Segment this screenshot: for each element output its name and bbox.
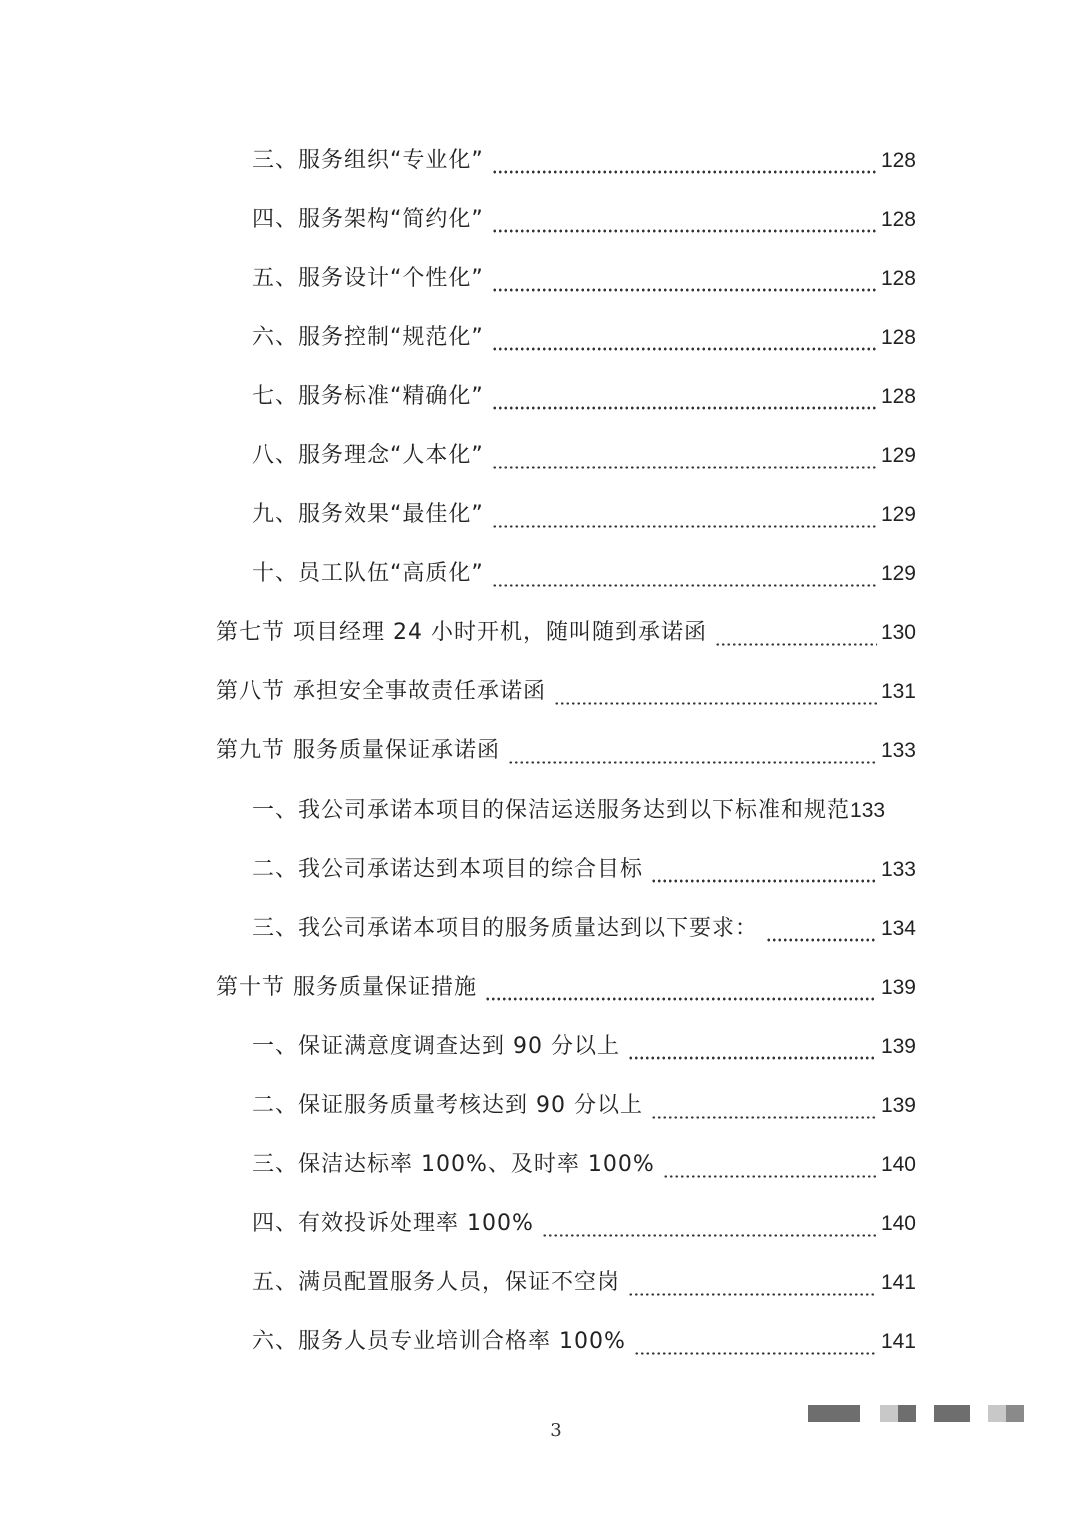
toc-dot-leader <box>492 391 877 411</box>
toc-entry-title: 五、服务设计“个性化” <box>252 265 484 291</box>
toc-entry-title: 一、我公司承诺本项目的保洁运送服务达到以下标准和规范 <box>252 797 851 823</box>
toc-entry[interactable] <box>0 781 952 840</box>
toc-entry-page: 129 <box>880 444 916 468</box>
toc-entry[interactable] <box>0 958 916 1017</box>
toc-entry[interactable] <box>0 1313 916 1372</box>
toc-entry-title: 八、服务理念“人本化” <box>252 443 484 469</box>
toc-entry-title: 七、服务标准“精确化” <box>252 383 484 409</box>
toc-dot-leader <box>628 1041 877 1061</box>
toc-entry[interactable] <box>0 1136 916 1195</box>
toc-entry-page: 131 <box>880 680 916 704</box>
toc-entry-page: 139 <box>880 1034 916 1058</box>
decor-block <box>1006 1405 1024 1422</box>
toc-entry-page: 140 <box>880 1153 916 1177</box>
toc-entry-title: 九、服务效果“最佳化” <box>252 502 484 528</box>
toc-entry-title: 第九节 服务质量保证承诺函 <box>216 738 500 764</box>
toc-entry[interactable] <box>0 1017 916 1076</box>
decor-block <box>898 1405 916 1422</box>
toc-entry[interactable] <box>0 1195 916 1254</box>
toc-entry[interactable] <box>0 1254 916 1313</box>
toc-entry[interactable] <box>0 486 916 545</box>
decor-block <box>880 1405 898 1422</box>
toc-dot-leader <box>485 982 877 1002</box>
toc-dot-leader <box>628 1277 877 1297</box>
toc-entry-title: 六、服务控制“规范化” <box>252 324 484 350</box>
toc-dot-leader <box>651 864 877 884</box>
toc-dot-leader <box>492 509 877 529</box>
toc-entry[interactable] <box>0 899 916 958</box>
toc-entry-page: 134 <box>880 916 916 940</box>
toc-entry-page: 139 <box>880 975 916 999</box>
toc-dot-leader <box>542 1218 877 1238</box>
toc-entry-page: 128 <box>880 207 916 231</box>
toc-entry[interactable] <box>0 249 916 308</box>
toc-entry[interactable] <box>0 1077 916 1136</box>
toc-entry-title: 三、我公司承诺本项目的服务质量达到以下要求： <box>252 915 759 941</box>
toc-entry-page: 128 <box>880 384 916 408</box>
toc-entry[interactable] <box>0 426 916 485</box>
toc-entry-page: 140 <box>880 1212 916 1236</box>
toc-entry-title: 六、服务人员专业培训合格率 100% <box>252 1329 626 1355</box>
toc-entry[interactable] <box>0 190 916 249</box>
decor-block <box>988 1405 1006 1422</box>
decor-block <box>934 1405 970 1422</box>
toc-entry-page: 139 <box>880 1094 916 1118</box>
toc-entry-title: 四、有效投诉处理率 100% <box>252 1211 534 1237</box>
toc-dot-leader <box>492 273 877 293</box>
toc-entry[interactable] <box>0 308 916 367</box>
page-number: 3 <box>550 1420 562 1441</box>
toc-entry-page: 141 <box>880 1330 916 1354</box>
toc-entry-page: 133 <box>880 739 916 763</box>
toc-entry-page: 129 <box>880 562 916 586</box>
toc-entry-title: 第八节 承担安全事故责任承诺函 <box>216 679 546 705</box>
toc-entry-title: 三、服务组织“专业化” <box>252 147 484 173</box>
toc-entry-page: 141 <box>880 1271 916 1295</box>
toc-dot-leader <box>492 568 877 588</box>
toc-entry[interactable] <box>0 545 916 604</box>
toc-entry-page: 133 <box>850 798 886 822</box>
toc-dot-leader <box>766 923 877 943</box>
toc-entry-page: 128 <box>880 325 916 349</box>
toc-entry-title: 第七节 项目经理 24 小时开机，随叫随到承诺函 <box>216 620 707 646</box>
toc-dot-leader <box>492 450 877 470</box>
toc-entry[interactable] <box>0 367 916 426</box>
toc-entry-title: 三、保洁达标率 100%、及时率 100% <box>252 1152 655 1178</box>
toc-entry-title: 十、员工队伍“高质化” <box>252 561 484 587</box>
toc-entry-title: 四、服务架构“简约化” <box>252 206 484 232</box>
toc-entry[interactable] <box>0 840 916 899</box>
table-of-contents <box>0 131 1080 1372</box>
toc-entry[interactable] <box>0 604 916 663</box>
toc-entry-title: 二、保证服务质量考核达到 90 分以上 <box>252 1093 643 1119</box>
decor-block <box>808 1405 860 1422</box>
toc-entry[interactable] <box>0 663 916 722</box>
toc-entry-title: 第十节 服务质量保证措施 <box>216 974 477 1000</box>
toc-entry-page: 133 <box>880 857 916 881</box>
toc-entry-page: 128 <box>880 148 916 172</box>
toc-dot-leader <box>715 627 877 647</box>
toc-entry[interactable] <box>0 722 916 781</box>
toc-dot-leader <box>492 214 877 234</box>
toc-dot-leader <box>634 1336 877 1356</box>
toc-entry-title: 五、满员配置服务人员，保证不空岗 <box>252 1270 621 1296</box>
toc-dot-leader <box>663 1159 877 1179</box>
toc-entry-title: 一、保证满意度调查达到 90 分以上 <box>252 1033 620 1059</box>
toc-entry-page: 128 <box>880 266 916 290</box>
toc-dot-leader <box>492 155 877 175</box>
toc-dot-leader <box>492 332 877 352</box>
toc-entry-title: 二、我公司承诺达到本项目的综合目标 <box>252 856 644 882</box>
toc-entry-page: 129 <box>880 503 916 527</box>
toc-dot-leader <box>651 1100 877 1120</box>
decorative-blocks <box>0 1405 1080 1425</box>
toc-entry[interactable] <box>0 131 916 190</box>
toc-dot-leader <box>554 686 877 706</box>
toc-entry-page: 130 <box>880 621 916 645</box>
toc-dot-leader <box>508 745 877 765</box>
